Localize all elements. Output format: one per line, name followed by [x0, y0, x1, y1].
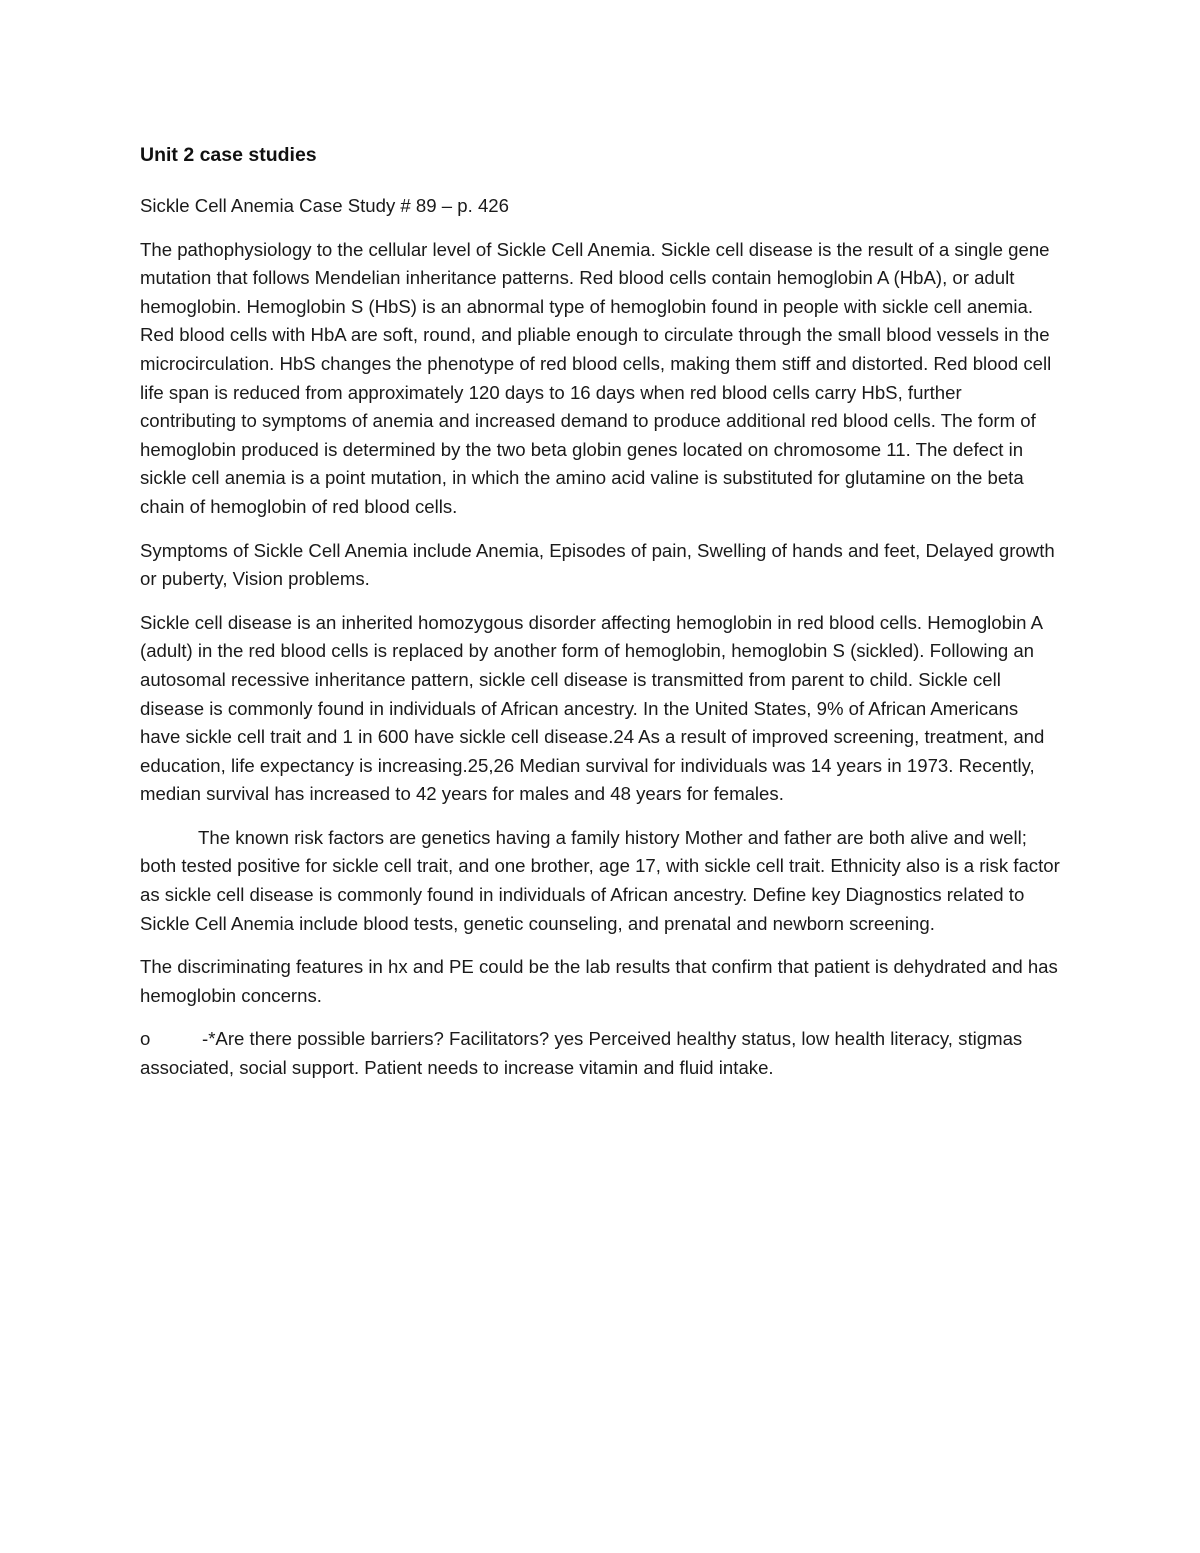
- case-study-subtitle: Sickle Cell Anemia Case Study # 89 – p. 426: [140, 195, 509, 216]
- inheritance-paragraph: Sickle cell disease is an inherited homozygous disorder affecting hemoglobin in red blood cells. Hemoglobin A (adult) in the red blood cells is replaced by another form of hemoglobin, hemoglobin S (sickled). Following an autosomal recessive inheritance pattern, sickle cell disease is transmitted from parent to child. Sickle cell disease is commonly found in individuals of African ancestry. In the United States, 9% of African Americans have sickle cell trait and 1 in 600 have sickle cell disease.24 As a result of improved screening, treatment, and education, life expectancy is increasing.25,26 Median survival for individuals was 14 years in 1973. Recently, median survival has increased to 42 years for males and 48 years for females.: [140, 611, 1045, 805]
- risk-factors-paragraph: The known risk factors are genetics having a family history Mother and father are both alive and well; both tested positive for sickle cell trait, and one brother, age 17, with sickle cell trait. Ethnicity also is a risk factor as sickle cell disease is commonly found in individuals of African ancestry. Define key Diagnostics related to Sickle Cell Anemia include blood tests, genetic counseling, and prenatal and newborn screening.: [140, 826, 1060, 934]
- document-body: [140, 140, 1060, 1083]
- barriers-list-item: [140, 1025, 1060, 1082]
- bullet-marker: o: [140, 1028, 151, 1050]
- pathophysiology-paragraph: The pathophysiology to the cellular level of Sickle Cell Anemia. Sickle cell disease is the result of a single gene mutation that follows Mendelian inheritance patterns. Red blood cells contain hemoglobin A (HbA), or adult hemoglobin. Hemoglobin S (HbS) is an abnormal type of hemoglobin found in people with sickle cell anemia. Red blood cells with HbA are soft, round, and pliable enough to circulate through the small blood vessels in the microcirculation. HbS changes the phenotype of red blood cells, making them stiff and distorted. Red blood cell life span is reduced from approximately 120 days to 16 days when red blood cells carry HbS, further contributing to symptoms of anemia and increased demand to produce additional red blood cells. The form of hemoglobin produced is determined by the two beta globin genes located on chromosome 11. The defect in sickle cell anemia is a point mutation, in which the amino acid valine is substituted for glutamine on the beta chain of hemoglobin of red blood cells.: [140, 238, 1052, 517]
- document-title: Unit 2 case studies: [140, 144, 317, 166]
- discriminating-features-paragraph: The discriminating features in hx and PE could be the lab results that confirm that patient is dehydrated and has hemoglobin concerns.: [140, 956, 1058, 1006]
- symptoms-paragraph: Symptoms of Sickle Cell Anemia include Anemia, Episodes of pain, Swelling of hands and feet, Delayed growth or puberty, Vision problems.: [140, 539, 1055, 590]
- barriers-text: -*Are there possible barriers? Facilitators? yes Perceived healthy status, low health literacy, stigmas associated, social support. Patient needs to increase vitamin and fluid intake.: [140, 1028, 1023, 1079]
